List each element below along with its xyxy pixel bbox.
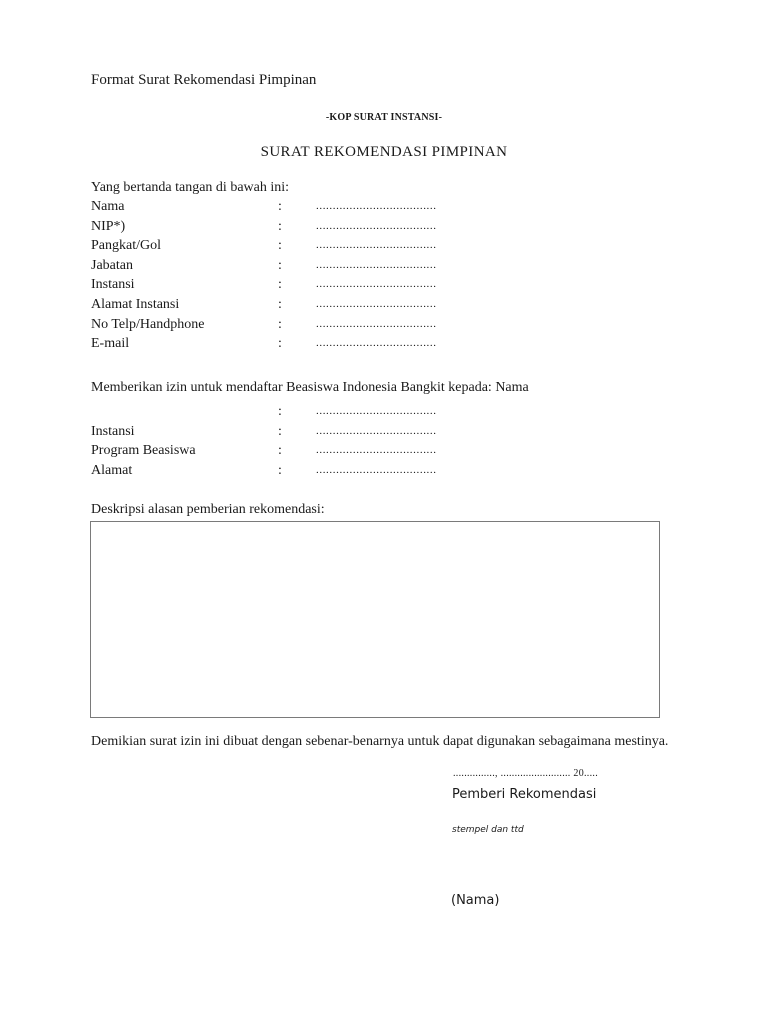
description-box[interactable] — [90, 521, 660, 718]
field-row-nama — [91, 199, 451, 219]
fill-in-line: .................................... — [316, 424, 437, 437]
field-row-recipient-nama — [91, 404, 451, 424]
field-row-recipient-instansi — [91, 424, 451, 444]
field-colon: : — [278, 218, 282, 234]
field-colon: : — [278, 443, 282, 459]
field-label: E-mail — [91, 336, 130, 352]
fill-in-line: .................................... — [316, 337, 437, 350]
letterhead-placeholder: -KOP SURAT INSTANSI- — [325, 112, 443, 123]
field-label: Instansi — [91, 277, 135, 293]
field-row-email — [91, 336, 451, 356]
field-label: Instansi — [91, 423, 135, 439]
signer-name-placeholder: (Nama) — [451, 893, 500, 908]
field-label: NIP*) — [91, 218, 126, 234]
field-row-alamat — [91, 463, 451, 483]
fill-in-line: .................................... — [316, 258, 437, 271]
field-row-program-beasiswa — [91, 443, 451, 463]
fill-in-line: .................................... — [316, 200, 437, 212]
fill-in-line: .................................... — [316, 463, 437, 476]
signer-intro: Yang bertanda tangan di bawah ini: — [91, 180, 290, 195]
recommender-label: Pemberi Rekomendasi — [452, 787, 597, 802]
fill-in-line: .................................... — [316, 219, 437, 232]
document-header: Format Surat Rekomendasi Pimpinan — [91, 72, 317, 88]
stamp-signature-note: stempel dan ttd — [452, 825, 524, 835]
fill-in-line: .................................... — [316, 239, 437, 252]
fill-in-line: .................................... — [316, 317, 437, 330]
description-label: Deskripsi alasan pemberian rekomendasi: — [91, 502, 325, 517]
field-colon: : — [278, 423, 282, 439]
field-colon: : — [278, 296, 282, 312]
field-label: No Telp/Handphone — [91, 316, 205, 332]
field-colon: : — [278, 336, 282, 352]
fill-in-line: .................................... — [316, 444, 437, 457]
field-row-alamat-instansi — [91, 297, 451, 317]
fill-in-line: .................................... — [316, 405, 437, 417]
signer-field-list — [91, 199, 451, 356]
field-colon: : — [278, 462, 282, 478]
field-colon: : — [278, 199, 282, 214]
field-label: Alamat Instansi — [91, 296, 180, 312]
field-colon: : — [278, 257, 282, 273]
field-row-pangkat — [91, 238, 451, 258]
letter-title: SURAT REKOMENDASI PIMPINAN — [260, 144, 508, 160]
field-colon: : — [278, 238, 282, 254]
field-colon: : — [278, 404, 282, 419]
field-row-jabatan — [91, 258, 451, 278]
field-label: Nama — [91, 199, 125, 214]
field-colon: : — [278, 316, 282, 332]
field-colon: : — [278, 277, 282, 293]
field-row-nip — [91, 219, 451, 239]
recipient-field-list — [91, 404, 451, 482]
recipient-intro: Memberikan izin untuk mendaftar Beasiswa Indonesia Bangkit kepada: Nama — [91, 380, 529, 395]
field-label: Alamat — [91, 462, 133, 478]
fill-in-line: .................................... — [316, 278, 437, 291]
date-line: ..............., ......................... 20..... — [453, 768, 598, 779]
closing-statement: Demikian surat izin ini dibuat dengan sebenar-benarnya untuk dapat digunakan sebagaimana mestinya. — [91, 734, 669, 749]
field-label: Program Beasiswa — [91, 443, 196, 459]
field-row-instansi — [91, 277, 451, 297]
field-label: Jabatan — [91, 257, 133, 273]
field-row-telp — [91, 317, 451, 337]
field-label: Pangkat/Gol — [91, 238, 161, 254]
fill-in-line: .................................... — [316, 297, 437, 310]
